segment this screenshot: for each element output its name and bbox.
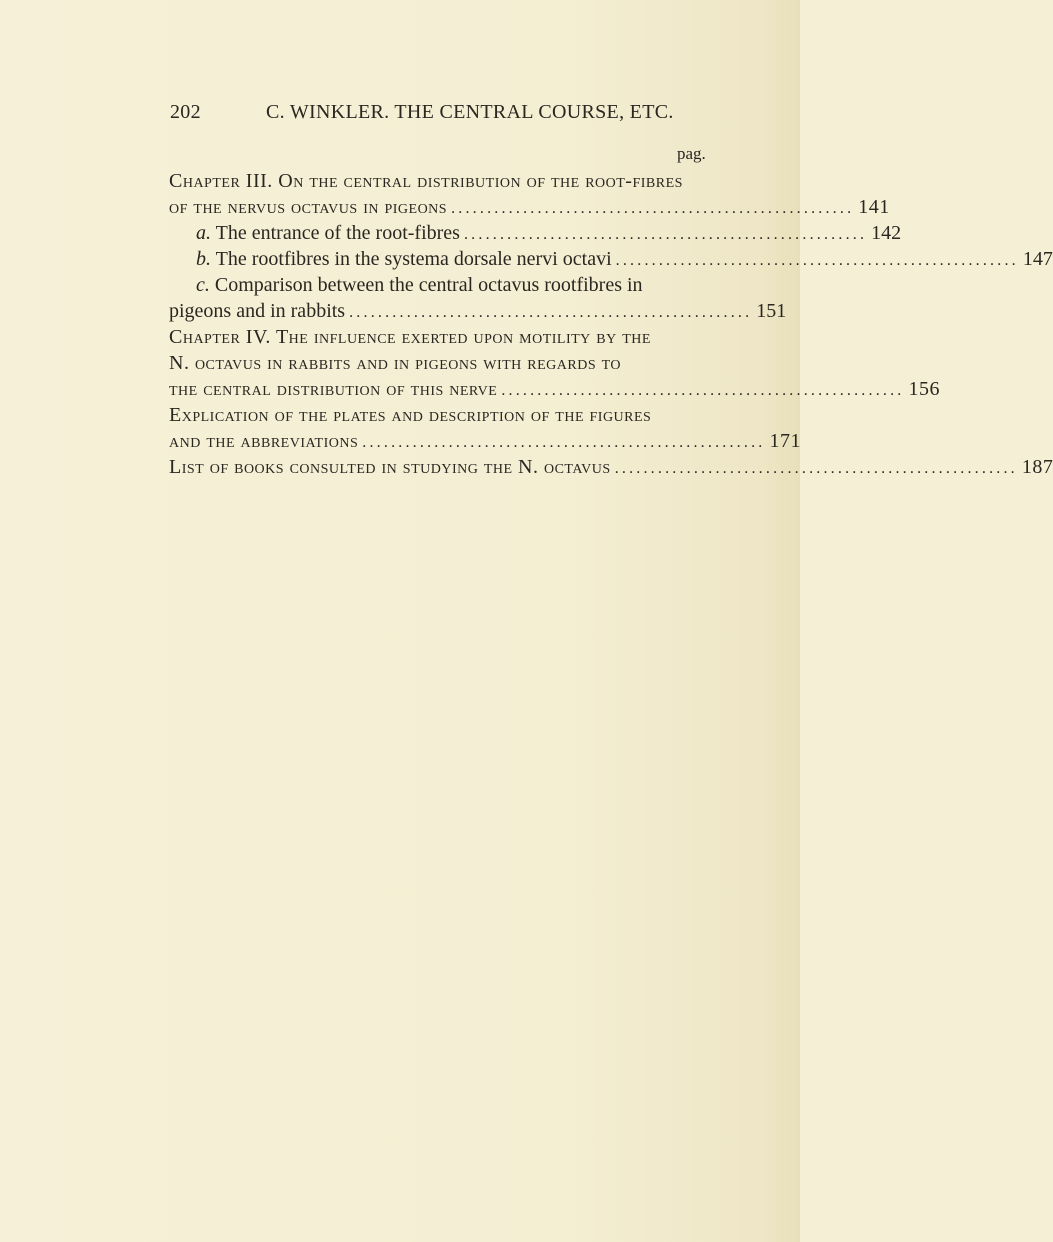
dot-leader: ........................................................	[614, 460, 1018, 477]
toc-entry-b	[169, 246, 1053, 272]
toc-entry-label: a.	[196, 222, 211, 244]
toc-entry-c-line-1	[169, 272, 710, 298]
dot-leader: ........................................................	[362, 434, 766, 451]
dot-leader: ........................................................	[451, 200, 855, 217]
running-head	[170, 101, 710, 124]
toc-chapter-4-line-2: N. octavus in rabbits and in pigeons with regards to	[169, 352, 622, 374]
toc-entry-text: Comparison between the central octavus rootfibres in	[214, 274, 643, 296]
toc-chapter-4-line-1: Chapter IV. The influence exerted upon motility by the	[169, 326, 651, 348]
page-number: 202	[170, 101, 201, 123]
toc-chapter-3-line-1: Chapter III. On the central distribution of the root-fibres	[169, 170, 683, 192]
toc-entry-text: The entrance of the root-fibres	[215, 222, 460, 244]
toc-page-number: 147	[1022, 248, 1053, 270]
toc-page-number: 187	[1021, 456, 1053, 478]
toc-explication-text: and the abbreviations	[169, 430, 359, 452]
toc-page-number: 151	[756, 300, 787, 322]
toc-entry-a	[169, 220, 902, 246]
dot-leader: ........................................................	[463, 226, 868, 243]
dot-leader: ........................................................	[501, 382, 905, 399]
toc-chapter-4-line-3	[169, 376, 941, 402]
toc-explication-line-2	[169, 428, 801, 454]
toc-entry-text: pigeons and in rabbits	[169, 300, 346, 322]
toc-entry-label: b.	[196, 248, 211, 270]
table-of-contents	[169, 168, 1053, 480]
pag-label: pag.	[677, 144, 706, 163]
toc-page-number: 141	[858, 196, 890, 218]
running-title: C. WINKLER. THE CENTRAL COURSE, ETC.	[266, 101, 674, 123]
toc-explication-line-1: Explication of the plates and description of the figures	[169, 404, 652, 426]
toc-page-number: 142	[871, 222, 902, 244]
toc-chapter-3-text: of the nervus octavus in pigeons	[169, 196, 448, 218]
dot-leader: ........................................................	[349, 304, 753, 321]
toc-page-number: 156	[908, 378, 941, 400]
toc-entry-text: The rootfibres in the systema dorsale nervi octavi	[215, 248, 612, 270]
toc-entry-label: c.	[196, 274, 210, 296]
toc-list-text: List of books consulted in studying the N. octavus	[169, 456, 611, 478]
toc-entry-c-line-2	[169, 298, 787, 324]
toc-chapter-4-text: the central distribution of this nerve	[169, 378, 498, 400]
toc-list-of-books	[169, 454, 1053, 480]
toc-chapter-3-line-2	[169, 194, 890, 220]
toc-page-number: 171	[769, 430, 801, 452]
dot-leader: ........................................................	[615, 252, 1019, 269]
